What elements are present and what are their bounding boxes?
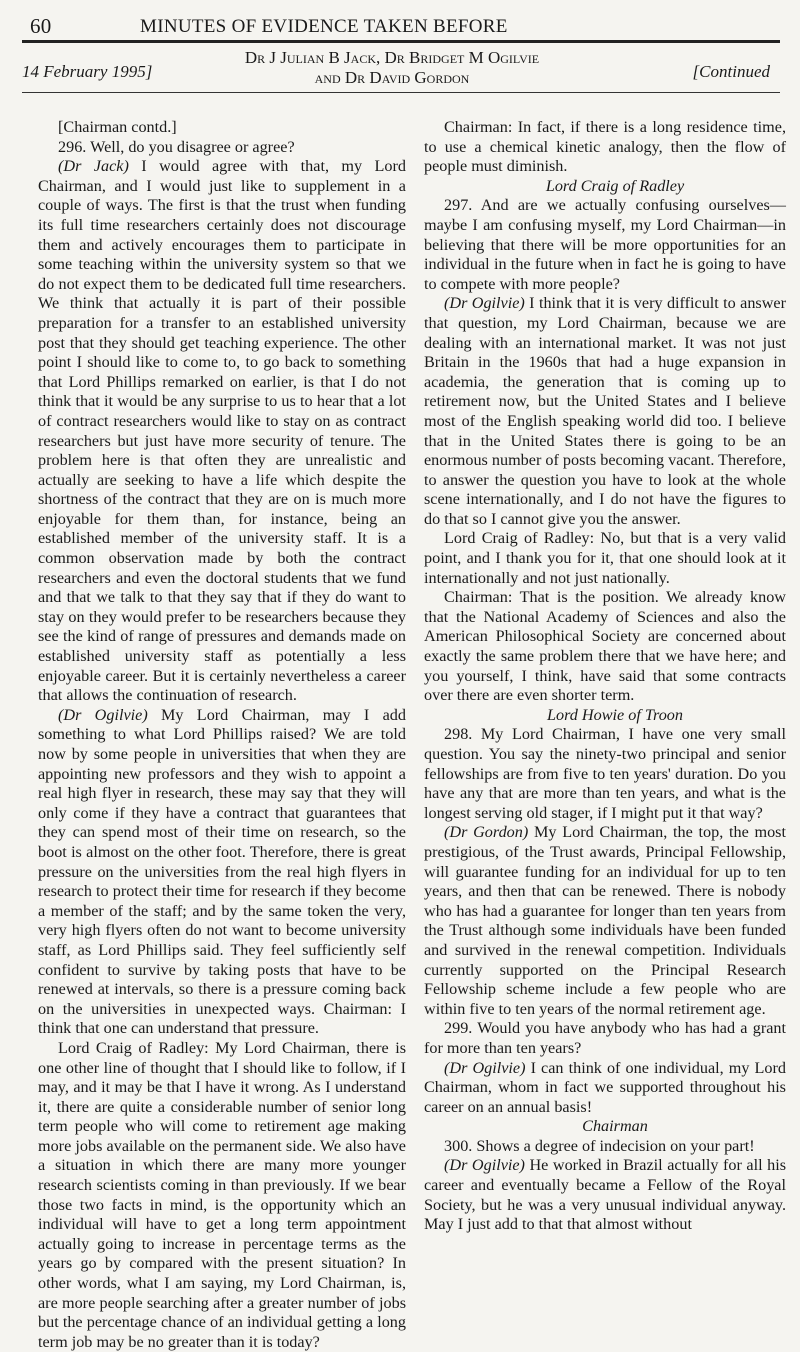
question-296: 296. Well, do you disagree or agree?	[58, 137, 295, 156]
answer-text: He worked in Brazil actually for all his career and eventually became a Fellow of the Royal Society, but he was a very unusual individual anyway. May I just add to that that almost without	[424, 1156, 786, 1234]
answer-dr-ogilvie	[424, 1059, 786, 1118]
answer-text: I think that it is very difficult to answer that question, my Lord Chairman, because we are dealing with an international market. It was not just Britain in the 1960s that had a huge expansion in academia, the generation that is coming up to retirement now, but the United States and I believe most of the English speaking world did too. I believe that in the United States there is going to be an enormous number of posts becoming vacant. Therefore, to answer the question you have to look at the whole scene internationally, and I do not have the figures to do that so I cannot give you the answer.	[424, 294, 787, 528]
answer-text: I can think of one individual, my Lord Chairman, whom in fact we supported throughout his career on an annual basis!	[424, 1058, 786, 1116]
speaker-label: (Dr Jack)	[58, 157, 129, 176]
remark-chairman: Chairman: That is the position. We already know that the National Academy of Sciences and also the American Philosophical Society are concerned about exactly the same problem there that we have here; and you yourself, I think, have said that some contracts over there are even shorter term.	[424, 588, 786, 705]
speaker-label: (Dr Gordon)	[444, 823, 529, 842]
witness-line-2: and Dr David Gordon	[314, 68, 470, 87]
speaker-label: (Dr Ogilvie)	[58, 705, 148, 724]
answer-dr-ogilvie	[424, 1156, 786, 1234]
remark-lord-craig: Lord Craig of Radley: No, but that is a very valid point, and I thank you for it, that one should look at it internationally and not just nationally.	[424, 529, 786, 587]
speaker-heading-lord-craig: Lord Craig of Radley	[545, 176, 685, 195]
answer-dr-gordon	[424, 823, 786, 1019]
right-column	[424, 118, 786, 1235]
remark-chairman: Chairman: In fact, if there is a long residence time, to use a chemical kinetic analogy, then the flow of people must diminish.	[424, 118, 786, 176]
speaker-heading-chairman: Chairman	[582, 1117, 648, 1136]
question-297: 297. And are we actually confusing ourselves—maybe I am confusing myself, my Lord Chairman—in believing that there will be more opportunities for an individual in the future when in fact he is going to have to compete with more people?	[424, 196, 786, 293]
header-rule	[22, 40, 780, 43]
remark-lord-craig: Lord Craig of Radley: My Lord Chairman, there is one other line of thought that I should like to follow, if I may, and it may be that I have it wrong. As I understand it, there are quite a considerable number of senior long term people who will come to retirement age making more jobs available on the permanent side. We also have a situation in which there are many more younger research scientists coming in than previously. If we bear those two facts in mind, is the opportunity which an individual will have to get a long term appointment actually going to increase in percentage terms as the years go by compared with the present situation? In other words, what I am saying, my Lord Chairman, is, are more people searching after a greater number of jobs but the percentage chance of an individual getting a long term job may be no greater than it is today?	[38, 1038, 406, 1351]
running-title: MINUTES OF EVIDENCE TAKEN BEFORE	[140, 16, 508, 37]
answer-text: I would agree with that, my Lord Chairman, and I would just like to supplement in a couple of ways. The first is that the trust when funding its full time researchers certainly does not discourage them and actively encourages them to participate in some teaching within the university system so that we do not expect them to be dedicated full time researchers. We think that actually it is part of their possible preparation for a transfer to an established university post that they should get teaching experience. The other point I should like to come to, to go back to something that Lord Phillips remarked on earlier, is that I do not think that it would be any surprise to us to hear that a lot of contract researchers would like to stay on as contract researchers but just have more security of tenure. The problem here is that often they are unrealistic and actually are seeking to have a life which despite the shortness of the contract that they are on is much more enjoyable for them than, for instance, being an established member of the university staff. It is a common observation made by both the contract researchers and even the doctoral students that we fund and that we talk to that they say that if they do want to stay on they would prefer to be researchers because they see the kind of range of pressures and demands made on established university staff as potentially a less enjoyable career. But it is certainly nevertheless a career that allows the continuation of research.	[38, 157, 407, 705]
speaker-label: (Dr Ogilvie)	[444, 294, 525, 313]
chairman-contd-label: [Chairman contd.]	[58, 118, 177, 136]
speaker-heading-lord-howie: Lord Howie of Troon	[547, 705, 683, 724]
speaker-label: (Dr Ogilvie)	[444, 1156, 525, 1175]
witness-header	[22, 46, 780, 88]
witness-line-1: Dr J Julian B Jack, Dr Bridget M Ogilvie	[244, 48, 540, 67]
question-298: 298. My Lord Chairman, I have one very small question. You say the ninety-two principal and senior fellowships are from five to ten years' duration. Do you have any that are more than ten years, and what is the longest serving old stager, if I might put it that way?	[424, 725, 786, 822]
answer-dr-ogilvie	[424, 294, 786, 529]
question-299: 299. Would you have anybody who has had a grant for more than ten years?	[424, 1019, 786, 1057]
answer-text: My Lord Chairman, may I add something to what Lord Phillips raised? We are told now by some people in universities that when they are appointing new professors and they wish to appoint a real high flyer in research, these may say that they will only come if they have a contract that guarantees that they can spend most of their time on research, so the boot is almost on the other foot. Therefore, there is great pressure on the universities from the real high flyers in research to protect their time for research if they become a member of the staff; and by the same token the very, very high flyers often do not want to become university staff, as Lord Phillips said. They feel sufficiently self confident to survive by taking posts that have to be renewed at intervals, so there is a pressure coming back on the universities in unexpected ways. Chairman: I think that one can understand that pressure.	[38, 705, 406, 1038]
witness-names	[242, 48, 542, 88]
continued-label: [Continued	[692, 62, 770, 81]
header-rule-thin	[22, 92, 780, 93]
question-300: 300. Shows a degree of indecision on your part!	[444, 1136, 755, 1155]
answer-dr-jack	[38, 157, 406, 706]
left-column	[38, 118, 406, 1352]
page-number: 60	[30, 14, 52, 38]
speaker-label: (Dr Ogilvie)	[444, 1058, 526, 1077]
answer-dr-ogilvie	[38, 706, 406, 1039]
session-date: 14 February 1995]	[22, 62, 153, 81]
answer-text: My Lord Chairman, the top, the most prestigious, of the Trust awards, Principal Fellowship, will guarantee funding for an individual for up to ten years, and then that can be renewed. There is nobody who has had a guarantee for longer than ten years from the Trust although some individuals have been funded and survived in the renewal competition. Individuals currently supported on the Principal Research Fellowship scheme include a few people who are within five to ten years of the normal retirement age.	[424, 823, 786, 1018]
running-head	[22, 10, 780, 40]
